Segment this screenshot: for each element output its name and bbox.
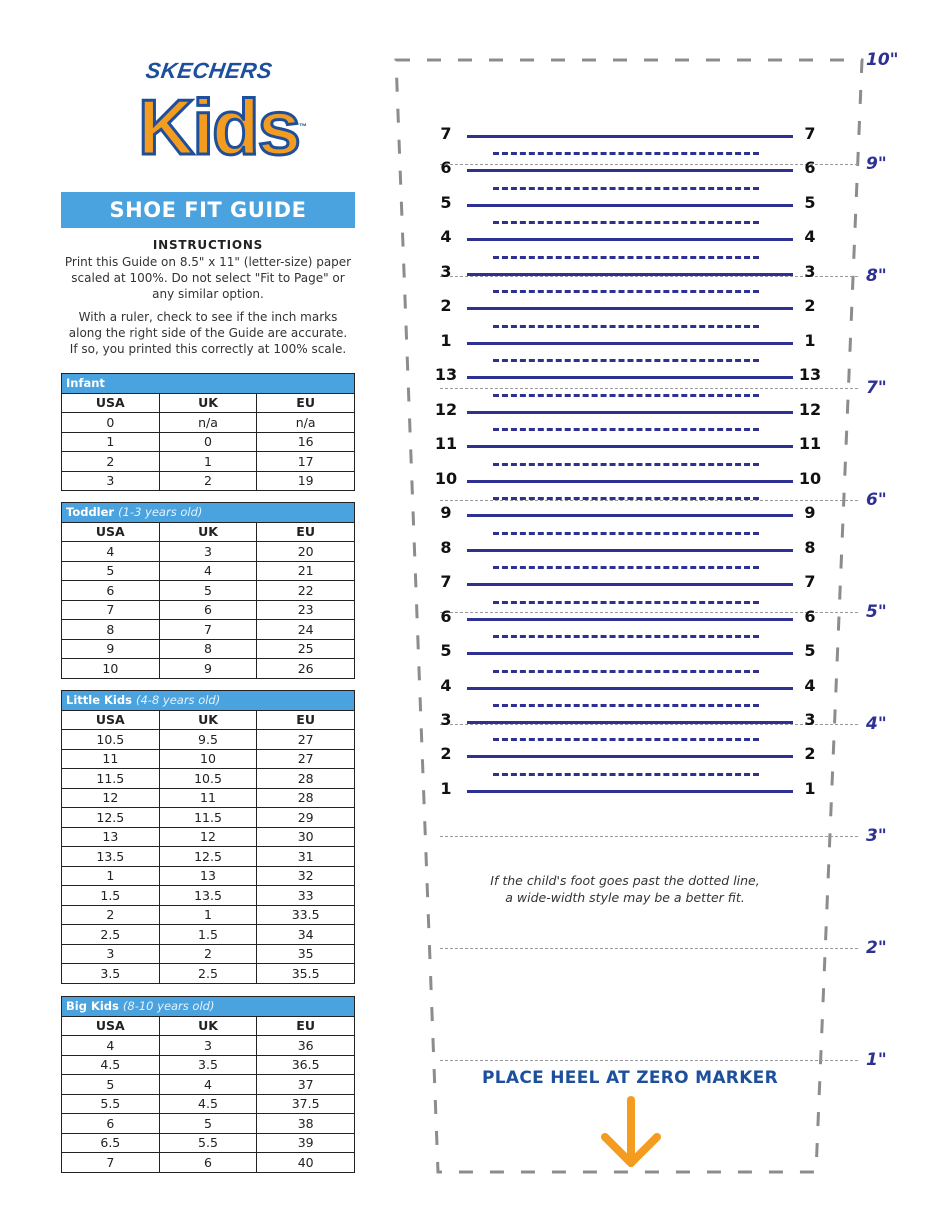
shoe-size-line	[467, 687, 793, 690]
table-cell: 2	[159, 471, 257, 491]
table-cell: 1	[159, 452, 257, 472]
shoe-size-label-right: 9	[804, 503, 816, 522]
table-cell: 27	[257, 730, 355, 750]
shoe-size-label-right: 6	[804, 158, 816, 177]
shoe-size-label-right: 5	[804, 193, 816, 212]
table-cell: 28	[257, 769, 355, 789]
shoe-size-label-right: 7	[804, 124, 816, 143]
instructions-heading: INSTRUCTIONS	[152, 238, 264, 252]
half-size-line	[493, 463, 759, 466]
shoe-size-label-left: 6	[440, 158, 452, 177]
table-cell: 1.5	[159, 925, 257, 945]
shoe-size-line	[467, 721, 793, 724]
column-header: UK	[159, 1016, 257, 1036]
table-cell: 0	[159, 432, 257, 452]
wide-width-note-line: If the child's foot goes past the dotted line,	[490, 873, 760, 888]
table-cell: 20	[257, 542, 355, 562]
instructions-line: Print this Guide on 8.5" x 11" (letter-size) paper	[64, 255, 352, 269]
half-size-line	[493, 773, 759, 776]
instructions-line: scaled at 100%. Do not select "Fit to Page" or	[71, 271, 345, 285]
column-header: USA	[62, 1016, 160, 1036]
table-cell: 3	[62, 944, 160, 964]
shoe-size-label-left: 5	[440, 641, 452, 660]
column-header: EU	[257, 1016, 355, 1036]
table-cell: 13.5	[159, 886, 257, 906]
half-size-line	[493, 359, 759, 362]
inch-mark-label: 10"	[866, 50, 899, 70]
table-cell: n/a	[159, 413, 257, 433]
column-header: UK	[159, 710, 257, 730]
half-size-line	[493, 532, 759, 535]
inch-mark-label: 8"	[866, 266, 887, 286]
shoe-size-line	[467, 204, 793, 207]
half-size-line	[493, 256, 759, 259]
shoe-size-label-right: 6	[804, 607, 816, 626]
shoe-size-label-right: 11	[798, 434, 822, 453]
kids-logo-text: Kids	[138, 83, 300, 171]
category-title: Big Kids	[66, 999, 119, 1014]
table-cell: 2.5	[62, 925, 160, 945]
table-cell: 12.5	[159, 847, 257, 867]
table-cell: 38	[257, 1114, 355, 1134]
shoe-size-label-left: 1	[440, 331, 452, 350]
table-cell: 13	[159, 866, 257, 886]
table-cell: 7	[62, 600, 160, 620]
shoe-size-label-left: 13	[434, 365, 458, 384]
column-header: EU	[257, 522, 355, 542]
table-cell: 5.5	[159, 1133, 257, 1153]
shoe-size-line	[467, 618, 793, 621]
half-size-line	[493, 601, 759, 604]
age-range: (4-8 years old)	[135, 693, 221, 708]
table-cell: 6	[159, 600, 257, 620]
table-cell: 25	[257, 639, 355, 659]
table-cell: 11	[62, 749, 160, 769]
column-header: EU	[257, 393, 355, 413]
shoe-size-line	[467, 755, 793, 758]
table-cell: 9.5	[159, 730, 257, 750]
half-size-line	[493, 497, 759, 500]
inch-mark-label: 9"	[866, 154, 887, 174]
table-cell: 1.5	[62, 886, 160, 906]
half-size-line	[493, 738, 759, 741]
shoe-size-label-right: 2	[804, 296, 816, 315]
shoe-size-label-right: 4	[804, 676, 816, 695]
trademark-symbol: ™	[299, 122, 306, 131]
table-cell: 8	[62, 620, 160, 640]
table-cell: 2.5	[159, 964, 257, 984]
table-cell: 1	[159, 905, 257, 925]
table-cell: 6.5	[62, 1133, 160, 1153]
table-cell: 36	[257, 1036, 355, 1056]
table-cell: 3	[62, 471, 160, 491]
table-cell: 37.5	[257, 1094, 355, 1114]
table-cell: 4.5	[62, 1055, 160, 1075]
half-size-line	[493, 187, 759, 190]
half-size-line	[493, 670, 759, 673]
skechers-logo: SKECHERS	[144, 58, 274, 83]
shoe-size-line	[467, 445, 793, 448]
table-cell: 24	[257, 620, 355, 640]
table-cell: 9	[62, 639, 160, 659]
half-size-line	[493, 635, 759, 638]
table-cell: 36.5	[257, 1055, 355, 1075]
shoe-size-line	[467, 376, 793, 379]
inch-mark-line	[440, 1060, 858, 1061]
table-cell: 10.5	[62, 730, 160, 750]
shoe-size-label-right: 7	[804, 572, 816, 591]
column-header: UK	[159, 522, 257, 542]
heel-instruction: PLACE HEEL AT ZERO MARKER	[482, 1068, 778, 1088]
table-cell: 12.5	[62, 808, 160, 828]
table-cell: 31	[257, 847, 355, 867]
inch-mark-line	[440, 948, 858, 949]
table-cell: 13	[62, 827, 160, 847]
shoe-size-label-left: 7	[440, 572, 452, 591]
table-cell: 5	[159, 1114, 257, 1134]
table-cell: 23	[257, 600, 355, 620]
shoe-size-label-right: 1	[804, 779, 816, 798]
table-cell: 7	[62, 1153, 160, 1173]
table-cell: 2	[62, 452, 160, 472]
table-cell: 34	[257, 925, 355, 945]
wide-width-note-line: a wide-width style may be a better fit.	[505, 890, 745, 905]
table-cell: 4	[62, 1036, 160, 1056]
shoe-size-label-left: 1	[440, 779, 452, 798]
table-cell: 27	[257, 749, 355, 769]
shoe-size-line	[467, 480, 793, 483]
table-cell: 17	[257, 452, 355, 472]
table-cell: 22	[257, 581, 355, 601]
table-cell: 16	[257, 432, 355, 452]
shoe-size-label-right: 3	[804, 710, 816, 729]
table-cell: 30	[257, 827, 355, 847]
table-cell: 6	[62, 581, 160, 601]
table-cell: 2	[62, 905, 160, 925]
table-cell: 12	[159, 827, 257, 847]
table-cell: 4.5	[159, 1094, 257, 1114]
table-cell: 11	[159, 788, 257, 808]
table-cell: 13.5	[62, 847, 160, 867]
table-cell: 6	[62, 1114, 160, 1134]
table-cell: 28	[257, 788, 355, 808]
inch-mark-label: 7"	[866, 378, 887, 398]
inch-mark-label: 1"	[866, 1050, 887, 1070]
table-cell: 3	[159, 1036, 257, 1056]
page-title: SHOE FIT GUIDE	[61, 192, 355, 228]
table-cell: 11.5	[62, 769, 160, 789]
table-cell: 21	[257, 561, 355, 581]
inch-mark-label: 5"	[866, 602, 887, 622]
inch-mark-label: 6"	[866, 490, 887, 510]
table-cell: 5	[62, 561, 160, 581]
half-size-line	[493, 394, 759, 397]
shoe-size-label-left: 8	[440, 538, 452, 557]
table-cell: 9	[159, 659, 257, 679]
shoe-size-label-left: 2	[440, 744, 452, 763]
shoe-size-label-right: 12	[798, 400, 822, 419]
shoe-size-line	[467, 514, 793, 517]
shoe-size-label-right: 5	[804, 641, 816, 660]
table-cell: 26	[257, 659, 355, 679]
table-cell: 8	[159, 639, 257, 659]
shoe-size-label-right: 8	[804, 538, 816, 557]
inch-mark-line	[440, 388, 858, 389]
age-range: (1-3 years old)	[118, 505, 203, 520]
shoe-size-label-left: 5	[440, 193, 452, 212]
shoe-size-label-right: 1	[804, 331, 816, 350]
inch-mark-label: 4"	[866, 714, 887, 734]
table-cell: n/a	[257, 413, 355, 433]
table-cell: 35.5	[257, 964, 355, 984]
shoe-size-label-left: 4	[440, 227, 452, 246]
inch-mark-label: 2"	[866, 938, 887, 958]
table-cell: 35	[257, 944, 355, 964]
table-cell: 29	[257, 808, 355, 828]
table-cell: 12	[62, 788, 160, 808]
category-title: Toddler	[66, 505, 115, 520]
table-cell: 6	[159, 1153, 257, 1173]
table-cell: 39	[257, 1133, 355, 1153]
shoe-size-label-left: 2	[440, 296, 452, 315]
table-cell: 5	[159, 581, 257, 601]
table-cell: 10.5	[159, 769, 257, 789]
table-cell: 2	[159, 944, 257, 964]
half-size-line	[493, 325, 759, 328]
shoe-size-line	[467, 652, 793, 655]
table-cell: 32	[257, 866, 355, 886]
table-cell: 3.5	[159, 1055, 257, 1075]
category-title: Little Kids	[66, 693, 132, 708]
inch-mark-line	[440, 500, 858, 501]
half-size-line	[493, 566, 759, 569]
shoe-size-line	[467, 583, 793, 586]
shoe-size-line	[467, 238, 793, 241]
table-cell: 1	[62, 432, 160, 452]
table-cell: 0	[62, 413, 160, 433]
shoe-size-label-left: 6	[440, 607, 452, 626]
column-header: UK	[159, 393, 257, 413]
column-header: USA	[62, 710, 160, 730]
half-size-line	[493, 290, 759, 293]
table-cell: 33.5	[257, 905, 355, 925]
shoe-size-label-right: 10	[798, 469, 822, 488]
inch-mark-line	[440, 836, 858, 837]
table-cell: 11.5	[159, 808, 257, 828]
half-size-line	[493, 428, 759, 431]
shoe-size-label-left: 3	[440, 262, 452, 281]
table-cell: 4	[62, 542, 160, 562]
table-cell: 40	[257, 1153, 355, 1173]
shoe-size-label-left: 10	[434, 469, 458, 488]
half-size-line	[493, 221, 759, 224]
table-cell: 4	[159, 561, 257, 581]
shoe-size-label-left: 4	[440, 676, 452, 695]
table-cell: 33	[257, 886, 355, 906]
shoe-size-line	[467, 790, 793, 793]
table-cell: 19	[257, 471, 355, 491]
table-cell: 10	[62, 659, 160, 679]
shoe-size-label-right: 4	[804, 227, 816, 246]
instructions-line: If so, you printed this correctly at 100% scale.	[69, 342, 347, 356]
table-cell: 5	[62, 1075, 160, 1095]
table-cell: 3.5	[62, 964, 160, 984]
column-header: USA	[62, 393, 160, 413]
instructions-line: any similar option.	[152, 287, 264, 301]
shoe-size-label-left: 12	[434, 400, 458, 419]
shoe-size-label-right: 3	[804, 262, 816, 281]
shoe-size-line	[467, 342, 793, 345]
table-cell: 10	[159, 749, 257, 769]
half-size-line	[493, 152, 759, 155]
column-header: USA	[62, 522, 160, 542]
inch-mark-label: 3"	[866, 826, 887, 846]
shoe-size-line	[467, 307, 793, 310]
table-cell: 7	[159, 620, 257, 640]
shoe-size-line	[467, 549, 793, 552]
shoe-size-label-right: 13	[798, 365, 822, 384]
age-range: (8-10 years old)	[122, 999, 215, 1014]
table-cell: 5.5	[62, 1094, 160, 1114]
shoe-size-label-left: 9	[440, 503, 452, 522]
heel-arrow-icon	[605, 1100, 657, 1163]
shoe-size-label-left: 3	[440, 710, 452, 729]
table-cell: 3	[159, 542, 257, 562]
column-header: EU	[257, 710, 355, 730]
shoe-size-line	[467, 135, 793, 138]
shoe-size-line	[467, 273, 793, 276]
category-title: Infant	[66, 376, 105, 391]
table-cell: 4	[159, 1075, 257, 1095]
shoe-size-label-right: 2	[804, 744, 816, 763]
shoe-size-label-left: 7	[440, 124, 452, 143]
shoe-size-label-left: 11	[434, 434, 458, 453]
instructions-line: along the right side of the Guide are accurate.	[68, 326, 348, 340]
instructions-line: With a ruler, check to see if the inch marks	[78, 310, 338, 324]
table-cell: 1	[62, 866, 160, 886]
shoe-size-line	[467, 169, 793, 172]
shoe-size-line	[467, 411, 793, 414]
table-cell: 37	[257, 1075, 355, 1095]
wide-width-note	[440, 872, 810, 906]
half-size-line	[493, 704, 759, 707]
